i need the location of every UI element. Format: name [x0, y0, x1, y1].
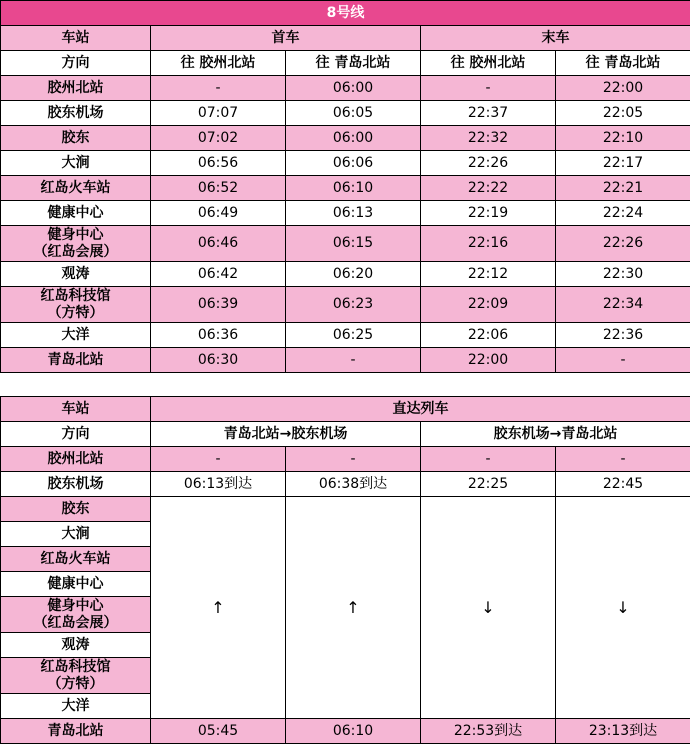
station-name	[1, 287, 151, 323]
station-name	[1, 658, 151, 694]
time-cell: 06:13	[286, 201, 421, 226]
station-name: 胶东机场	[1, 472, 151, 497]
time-cell: 06:52	[151, 176, 286, 201]
time-cell: -	[421, 76, 556, 101]
station-header: 车站	[1, 397, 151, 422]
time-cell: 22:45	[556, 472, 690, 497]
table-row	[1, 348, 690, 373]
table-row	[1, 76, 690, 101]
time-cell: 06:39	[151, 287, 286, 323]
time-cell: 22:12	[421, 262, 556, 287]
table-row	[1, 497, 690, 522]
direction-header: 方向	[1, 51, 151, 76]
station-name: 健康中心	[1, 201, 151, 226]
time-cell: 06:05	[286, 101, 421, 126]
table-row	[1, 201, 690, 226]
time-cell: 22:36	[556, 323, 690, 348]
down-arrow-icon: ↓	[421, 497, 556, 719]
table-row	[1, 151, 690, 176]
express-train-table	[0, 396, 690, 744]
time-cell: 06:56	[151, 151, 286, 176]
direction-airport-to-qingdao: 胶东机场→青岛北站	[421, 422, 690, 447]
station-name: 健康中心	[1, 572, 151, 597]
time-cell: 06:46	[151, 226, 286, 262]
direction-to-jiaozhou-north: 往 胶州北站	[421, 51, 556, 76]
table-row	[1, 287, 690, 323]
time-cell: -	[556, 447, 690, 472]
table-row	[1, 719, 690, 744]
time-cell: 22:00	[556, 76, 690, 101]
time-cell: 22:22	[421, 176, 556, 201]
time-cell: 22:30	[556, 262, 690, 287]
time-cell: 06:13到达	[151, 472, 286, 497]
time-cell: 06:06	[286, 151, 421, 176]
time-cell: 22:26	[556, 226, 690, 262]
time-cell: 23:13到达	[556, 719, 690, 744]
table-row	[1, 101, 690, 126]
express-header: 直达列车	[151, 397, 690, 422]
time-cell: 22:34	[556, 287, 690, 323]
station-name-main: 健身中心	[47, 597, 104, 614]
station-name: 红岛火车站	[1, 176, 151, 201]
time-cell: 22:26	[421, 151, 556, 176]
time-cell: 22:06	[421, 323, 556, 348]
time-cell: -	[151, 76, 286, 101]
table-row	[1, 323, 690, 348]
station-name: 胶州北站	[1, 76, 151, 101]
time-cell: -	[421, 447, 556, 472]
time-cell: 22:37	[421, 101, 556, 126]
time-cell: 22:32	[421, 126, 556, 151]
station-name-main: 健身中心	[47, 226, 104, 243]
time-cell: 22:25	[421, 472, 556, 497]
station-name	[1, 226, 151, 262]
table-row	[1, 226, 690, 262]
time-cell: 06:10	[286, 719, 421, 744]
direction-to-qingdao-north: 往 青岛北站	[556, 51, 690, 76]
time-cell: 06:15	[286, 226, 421, 262]
time-cell: -	[286, 348, 421, 373]
time-cell: 06:20	[286, 262, 421, 287]
time-cell: 22:05	[556, 101, 690, 126]
table-row	[1, 126, 690, 151]
station-name: 观涛	[1, 633, 151, 658]
time-cell: 06:36	[151, 323, 286, 348]
time-cell: 06:00	[286, 126, 421, 151]
station-name-main: 红岛科技馆	[40, 287, 111, 304]
time-cell: -	[286, 447, 421, 472]
time-cell: 07:02	[151, 126, 286, 151]
station-name: 胶东	[1, 497, 151, 522]
time-cell: 07:07	[151, 101, 286, 126]
table-row	[1, 176, 690, 201]
direction-to-jiaozhou-north: 往 胶州北站	[151, 51, 286, 76]
time-cell: 22:09	[421, 287, 556, 323]
time-cell: 06:10	[286, 176, 421, 201]
time-cell: 06:30	[151, 348, 286, 373]
time-cell: 05:45	[151, 719, 286, 744]
time-cell: 06:00	[286, 76, 421, 101]
line-title: 8号线	[1, 1, 690, 26]
direction-to-qingdao-north: 往 青岛北站	[286, 51, 421, 76]
station-name: 胶州北站	[1, 447, 151, 472]
time-cell: 22:24	[556, 201, 690, 226]
station-name: 青岛北站	[1, 719, 151, 744]
station-name-sub: （红岛会展）	[33, 243, 118, 260]
time-cell: 06:23	[286, 287, 421, 323]
time-cell: -	[151, 447, 286, 472]
first-train-header: 首车	[151, 26, 421, 51]
station-name: 大涧	[1, 522, 151, 547]
time-cell: 22:17	[556, 151, 690, 176]
station-name: 胶东机场	[1, 101, 151, 126]
station-name-sub: （方特）	[47, 675, 104, 692]
time-cell: 22:10	[556, 126, 690, 151]
down-arrow-icon: ↓	[556, 497, 690, 719]
time-cell: 22:53到达	[421, 719, 556, 744]
time-cell: 22:21	[556, 176, 690, 201]
table-row	[1, 447, 690, 472]
time-cell: 22:16	[421, 226, 556, 262]
up-arrow-icon: ↑	[151, 497, 286, 719]
table-row	[1, 472, 690, 497]
station-name: 红岛火车站	[1, 547, 151, 572]
direction-header: 方向	[1, 422, 151, 447]
station-name: 大洋	[1, 323, 151, 348]
time-cell: 06:42	[151, 262, 286, 287]
station-name: 观涛	[1, 262, 151, 287]
time-cell: -	[556, 348, 690, 373]
station-header: 车站	[1, 26, 151, 51]
station-name-sub: （方特）	[47, 304, 104, 321]
time-cell: 06:49	[151, 201, 286, 226]
time-cell: 22:19	[421, 201, 556, 226]
station-name: 青岛北站	[1, 348, 151, 373]
station-name	[1, 597, 151, 633]
last-train-header: 末车	[421, 26, 690, 51]
station-name: 胶东	[1, 126, 151, 151]
time-cell: 06:25	[286, 323, 421, 348]
time-cell: 06:38到达	[286, 472, 421, 497]
station-name-main: 红岛科技馆	[40, 658, 111, 675]
time-cell: 22:00	[421, 348, 556, 373]
up-arrow-icon: ↑	[286, 497, 421, 719]
direction-qingdao-to-airport: 青岛北站→胶东机场	[151, 422, 421, 447]
station-name: 大洋	[1, 694, 151, 719]
station-name: 大涧	[1, 151, 151, 176]
station-name-sub: （红岛会展）	[33, 614, 118, 631]
table-row	[1, 262, 690, 287]
